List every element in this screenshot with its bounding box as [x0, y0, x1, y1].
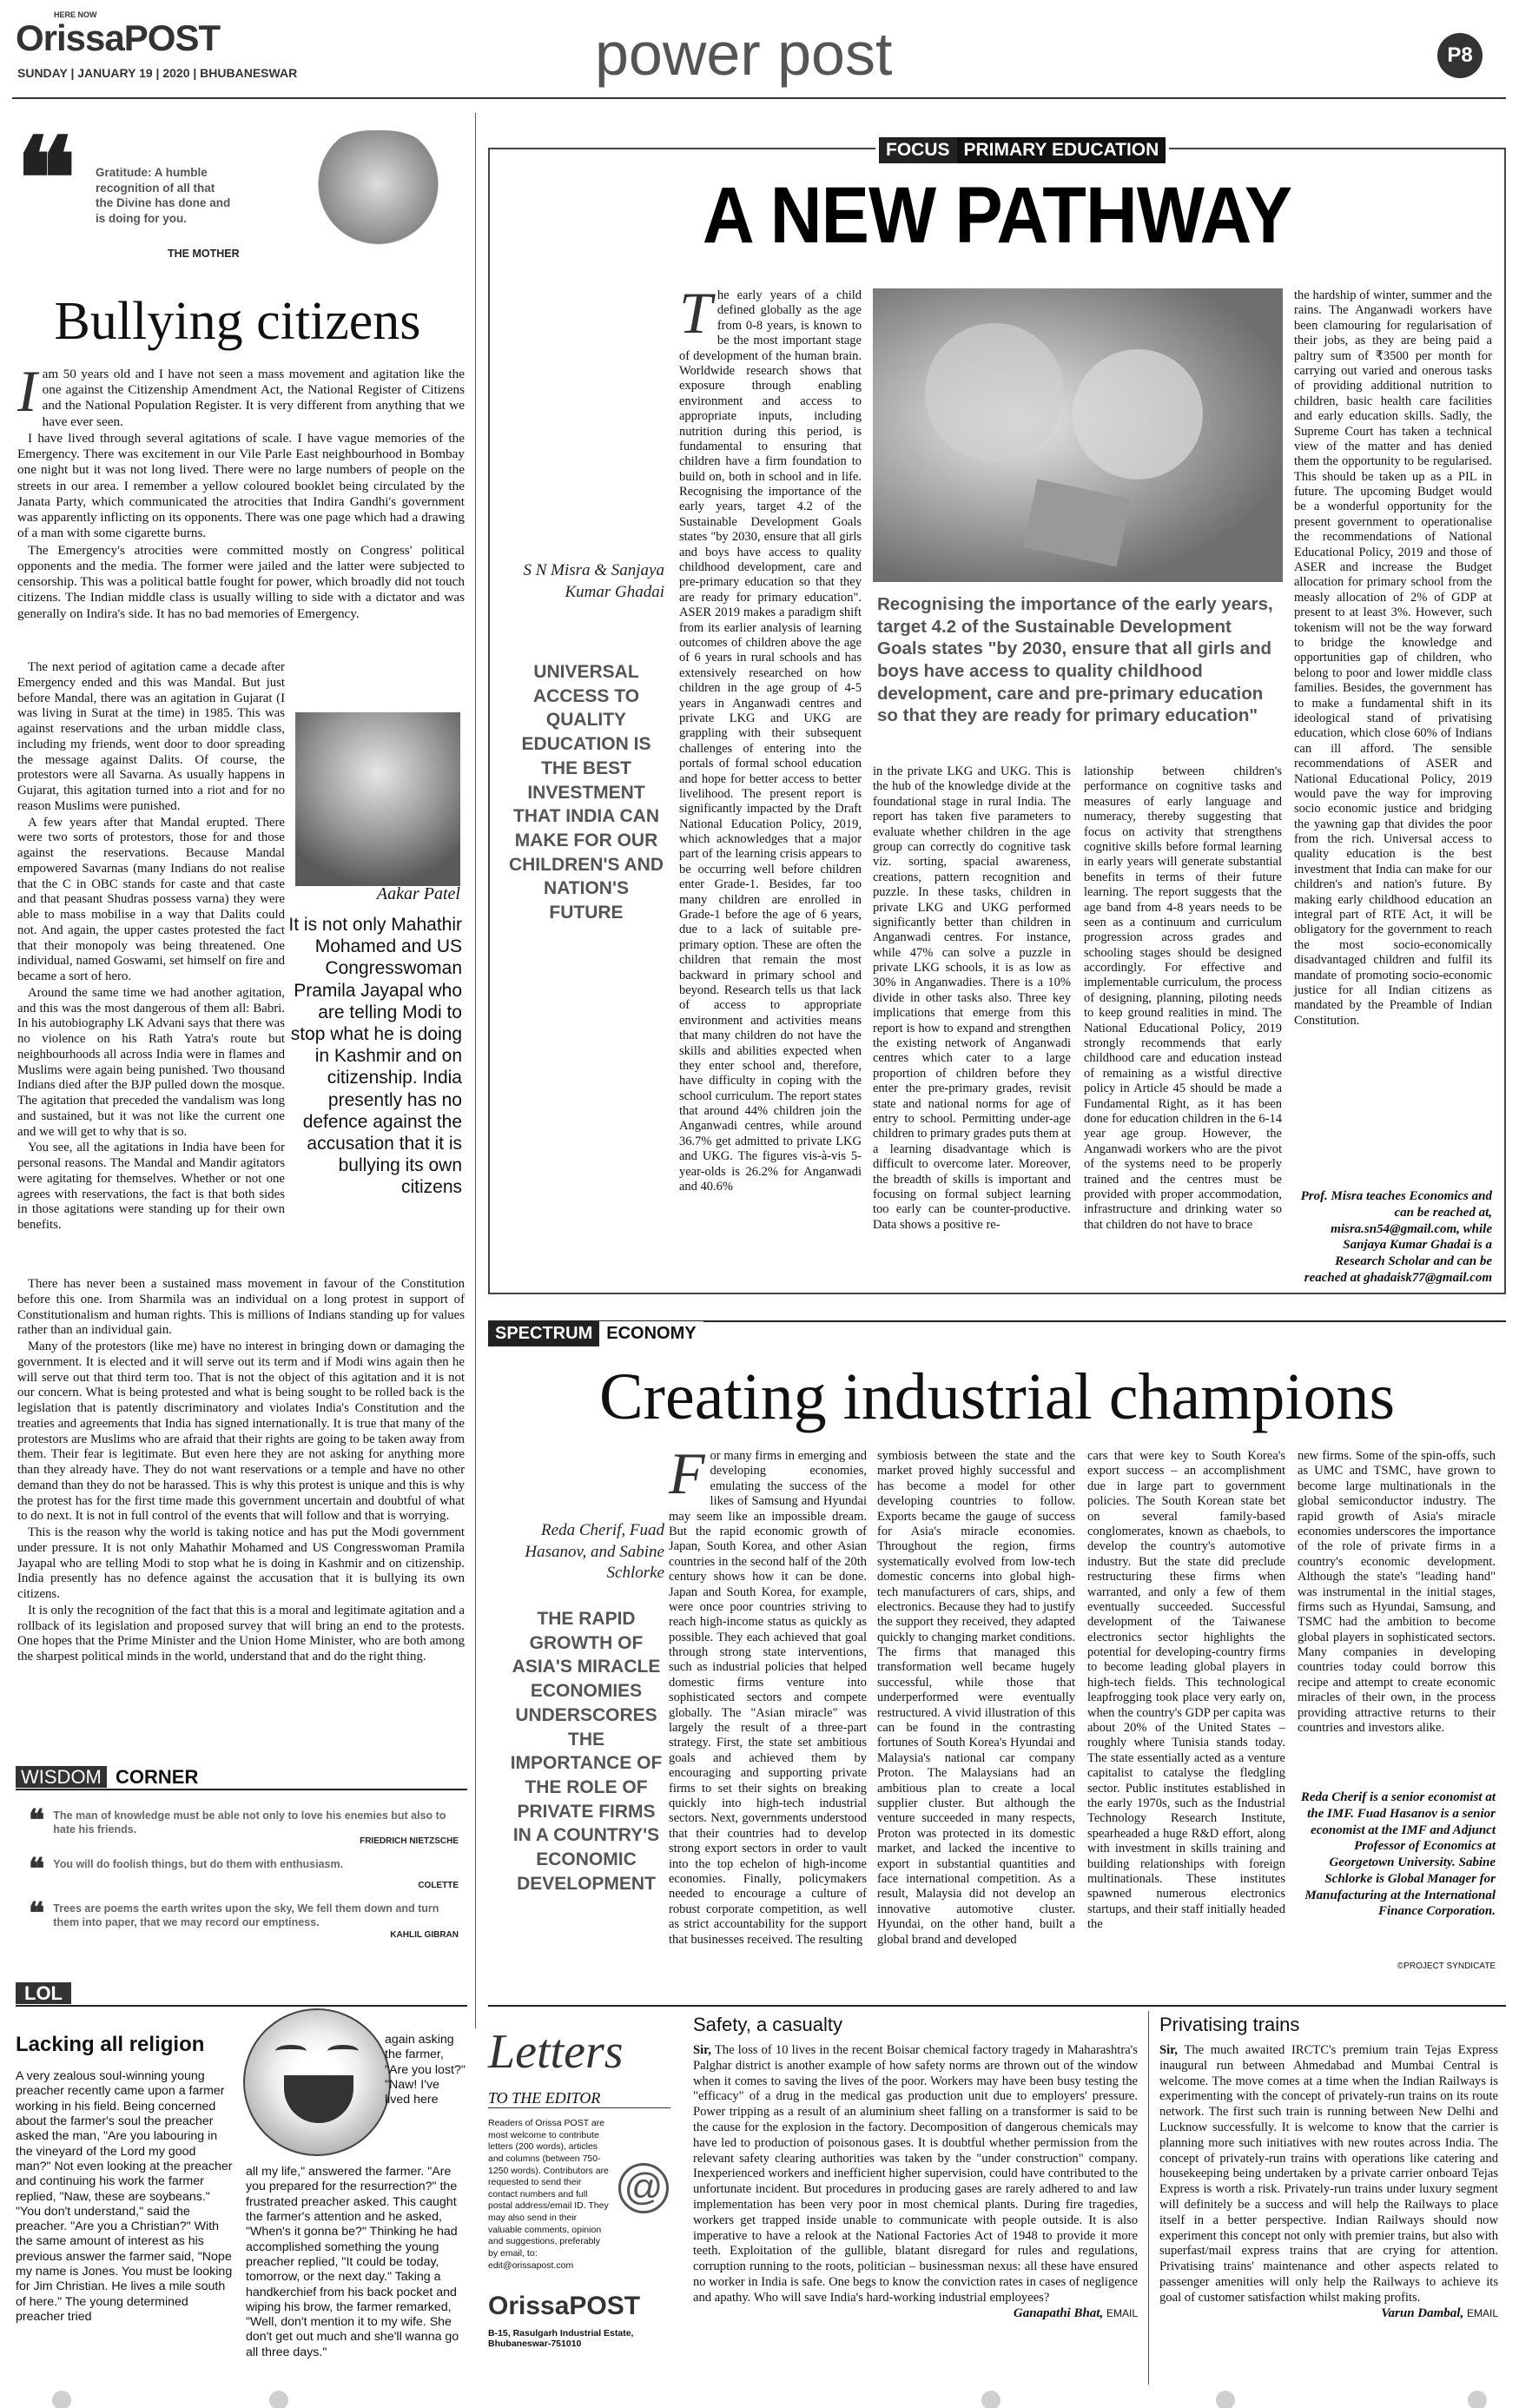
letters-subtitle: TO THE EDITOR: [488, 2089, 670, 2108]
column-paragraph: A few years after that Mandal erupted. There were two sorts of protestors, those for and those against the reservations. Because Mandal empowered Savarnas (many Indians do not realise that the C in OBC stands for caste and that caste and that peasant Shudras possess varna) they were able to mass mobilise in a way that Dalits could not. And again, the upper castes protested the fact that their monopoly was being threatened. One individual, named Goswami, set himself on fire and became a sort of hero.: [17, 815, 285, 983]
wisdom-title-a: WISDOM: [16, 1766, 107, 1788]
letter-lead: Sir,: [693, 2043, 711, 2057]
spectrum-kicker: [488, 1321, 703, 1346]
letter-place: EMAIL: [1106, 2306, 1138, 2319]
letter-item: [1159, 2014, 1498, 2321]
column-body-narrow: [17, 660, 285, 1234]
wisdom-list: [29, 1804, 459, 1940]
spectrum-credit: ©PROJECT SYNDICATE: [1397, 1961, 1496, 1971]
registration-marks: [0, 2391, 1519, 2408]
letter-place: EMAIL: [1466, 2306, 1498, 2319]
column-paragraph: Around the same time we had another agitation, and this was the most dangerous of them all: Babri. In his autobiography LK Advani says that there was no violence on his Rath Yatra's route but neighbourhoods all across India were in flames and Muslims were again being punished. Two thousand Indians died after the BJP pulled down the mosque. The agitation that preceded the vandalism was long and sustained, but it was not like the current one and we will get to why that is so.: [17, 985, 285, 1139]
letter-body: [693, 2043, 1138, 2306]
lol-text-col2b: all my life," answered the farmer. "Are you prepared for the resurrection?" the frustrated preacher asked. This caught the farmer's attention and he asked, "When's it gonna be?" Thinking he had accomplished something the young preacher replied, "It could be today, tomorrow, or the next day." Taking a handkerchief from his back pocket and wiping his brow, the farmer remarked, "Well, don't mention it to my wife. She don't get out much and she'll wanna go all three days.": [246, 2165, 459, 2359]
wisdom-item: [29, 1897, 459, 1940]
wisdom-author: COLETTE: [418, 1881, 459, 1891]
lol-headline: Lacking all religion: [16, 2033, 205, 2056]
dateline: SUNDAY | JANUARY 19 | 2020 | BHUBANESWAR: [17, 66, 298, 80]
column-author: Aakar Patel: [376, 884, 460, 903]
lol-header: [16, 1982, 467, 2007]
at-sign-icon: @: [618, 2163, 669, 2213]
letters-title: Letters: [488, 2025, 624, 2079]
letters-intro: Readers of Orissa POST are most welcome to contribute letters (200 words), articles and columns (between 750-1250 words). Contributors are requested to send their contact numbers and full postal address/email ID. They may also send in their valuable comments, opinion and suggestions, preferably by email, to: edit@orissapost.com: [488, 2118, 609, 2271]
lol-text-col2a: again asking the farmer, "Are you lost?" "Naw! I've lived here: [385, 2033, 466, 2107]
column-paragraph: This is the reason why the world is taking notice and has put the Modi government under pressure. It is not only Mahathir Mohamed and US Congresswoman Pramila Jayapal who are telling Modi to stop what he is doing in Kashmir and on citizenship. India presently has no defence against the accusation that it is bullying its own citizens.: [17, 1525, 465, 1601]
gratitude-quote: Gratitude: A humble recognition of all that the Divine has done and is doing for you.: [96, 166, 231, 225]
letters-top-rule: [488, 2005, 1506, 2007]
letter-body: [1159, 2043, 1498, 2306]
wisdom-author: KAHLIL GIBRAN: [390, 1929, 459, 1940]
spectrum-body-col3: cars that were key to South Korea's export success – an accomplishment due in large part to government policies. The South Korean state bet on several family-based conglomerates, known as chaebols, to develop the country's automotive industry. But the state did preclude restructuring these firms when warranted, and only a few of them eventually succeeded. Successful development of the Taiwanese electronics sector highlights the potential for developing-country firms to become leading global players in high-tech fields. This technological leapfrogging took place very early on, when the country's GDP per capita was about 20% of the United States – roughly where Tunisia stands today. The state essentially acted as a venture capitalist to catalyse the fledgling sector. Public institutes established in the early 1970s, such as the Industrial Technology Research Institute, spearheaded a huge R&D effort, along with investment in skills training and building relationships with foreign multinationals. These institutes spawned numerous electronics startups, and their staff initially headed the: [1087, 1449, 1285, 1932]
column-body-bottom: [17, 1277, 465, 1666]
wisdom-quote: You will do foolish things, but do them with enthusiasm.: [53, 1858, 344, 1871]
spectrum-author-bio: Reda Cherif is a senior economist at the IMF. Fuad Hasanov is a senior economist at the IMF and Adjunct Professor of Economics at Georgetown University. Sabine Schlorke is Global Manager for Manufacturing at the International Finance Corporation.: [1300, 1790, 1496, 1919]
laughing-face-icon: [243, 2008, 391, 2156]
focus-authors: S N Misra & Sanjaya Kumar Ghadai: [523, 561, 664, 601]
letter-signature: Ganapathi Bhat,: [1013, 2305, 1104, 2320]
registration-dot-icon: [1216, 2391, 1235, 2408]
focus-headline: A NEW PATHWAY: [702, 171, 1292, 260]
page-number-badge: P8: [1437, 33, 1483, 78]
wisdom-quote: Trees are poems the earth writes upon the sky, We fell them down and turn them into paper, that we may record our emptiness.: [53, 1902, 439, 1928]
column-headline: Bullying citizens: [54, 292, 421, 351]
column-paragraph: The Emergency's atrocities were committed mostly on Congress' political opponents and the media. The former were jailed and the latter were subjected to censorship. This was a political battle fought for power, which broadly did not touch citizens. The Indian middle class is usually willing to side with a dictator and was generally on Indira's side. It has no bad memories of Emergency.: [17, 542, 465, 621]
spectrum-paragraph: For many firms in emerging and developing economies, emulating the success of the likes of Samsung and Hyundai may seem like an impossible dream. But the rapid economic growth of Japan, South Korea, and other Asian countries in the second half of the 20th century shows how it can be done. Japan and South Korea, for example, were once poor countries striving to reach high-income status as quickly as possible. They each achieved that goal through strong state interventions, such as industrial policies that helped domestic firms venture into sophisticated sectors and compete globally. The "Asian miracle" was largely the result of a three-part strategy. First, the state set ambitious goals and achieved them by encouraging and supporting private firms to set their sights on breaking quickly into high-tech industrial sectors. Next, governments understood that their countries had to develop strong export sectors in order to vault into the top echelon of high-income economies. Finally, policymakers needed to encourage a culture of robust corporate competition, as well as strict accountability for the support that businesses received. The resulting: [669, 1440, 867, 1947]
lol-label: LOL: [16, 1982, 71, 2004]
wisdom-item: [29, 1853, 459, 1891]
author-photo-aakar-patel: [295, 712, 460, 886]
letters-panel: [488, 2015, 684, 2389]
column-paragraph: It is only the recognition of the fact that this is a moral and legitimate agitation and a rollback of its legislation and proposed survey that will bring an end to the protests. One hopes that the Prime Minister and the Union Home Minister, who are both among the sharpest political minds in the world, understand that and do the right thing.: [17, 1603, 465, 1664]
letter-title: Safety, a casualty: [693, 2014, 843, 2035]
section-title: power post: [595, 20, 893, 88]
wisdom-title-b: CORNER: [116, 1766, 199, 1788]
column-paragraph: I have lived through several agitations of scale. I have vague memories of the Emergency. There was excitement in our Vile Parle East neighbourhood in Bombay one night but it was not long lived. There were no large numbers of people on the streets in our area. I remember a yellow coloured booklet being circulated by the Janata Party, which communicated the atrocities that Indira Gandhi's government was apparently inflicting on its opponents. There was one page which had a drawing of a man with some cigarette burns.: [17, 430, 465, 541]
column-paragraph: Many of the protestors (like me) have no interest in bringing down or damaging the government. It is elected and it will serve out its term and if Modi wins again then he will serve out that third term too. That is not the object of this agitation and it is not our concern. What is being protested and what is being sought to be rolled back is the legislation that is patently discriminatory and violates India's Constitution and the treaties and agreements that India has signed internationally. It is true that many of the protestors are Muslims who are afraid that their rights are going to be taken away from them. Their fear is legitimate. But even here they are not asking for anything more than they already have. They do not want reservations or a temple and have no other demand than they do not be harassed. This is why this protest is unique and this is why the protest has for the first time made this government uncertain and doubtful of what to do next. It is not in full control of the events that will follow and that is worrying.: [17, 1340, 465, 1524]
registration-dot-icon: [1468, 2391, 1487, 2408]
column-paragraph: There has never been a sustained mass movement in favour of the Constitution before this one. Irom Sharmila was an individual on a long protest in support of Constitutionalism and human rights. This is millions of Indians standing up for values rather than an individual gain.: [17, 1277, 465, 1338]
wisdom-corner: [16, 1766, 467, 1973]
letters-brand: OrissaPOST: [488, 2292, 641, 2320]
spectrum-kicker-a: SPECTRUM: [488, 1321, 599, 1346]
lol-box: [16, 1982, 467, 2391]
focus-photo-caption: Recognising the importance of the early years, target 4.2 of the Sustainable Development Goals states "by 2030, ensure that all girls and boys have access to quality childhood development, care and pre-primary education so that they are ready for primary education": [877, 594, 1273, 726]
brand-logo: OrissaPOST: [16, 17, 221, 58]
focus-author-bio: Prof. Misra teaches Economics and can be reached at, misra.sn54@gmail.com, while Sanjaya Kumar Ghadai is a Research Scholar and can be reached at ghadaisk77@gmail.com: [1300, 1189, 1492, 1285]
column-body-top: [17, 358, 465, 623]
masthead: [0, 0, 1519, 103]
focus-kicker-a: FOCUS: [879, 137, 957, 163]
the-mother-photo: [307, 130, 450, 265]
quote-icon: ❝: [29, 1804, 45, 1837]
column-divider: [475, 113, 476, 2028]
registration-dot-icon: [981, 2391, 1001, 2408]
quote-marks-icon: ❝: [16, 118, 76, 243]
focus-kicker-b: PRIMARY EDUCATION: [957, 137, 1166, 163]
focus-body-col1: [679, 280, 862, 1195]
column-paragraph: You see, all the agitations in India have been for personal reasons. The Mandal and Mandir agitators were agitating for themselves. Whether or not one agrees with reservations, the fact is that both sides in those agitations were standing up for their own benefits.: [17, 1141, 285, 1232]
masthead-rule: [12, 97, 1506, 99]
registration-dot-icon: [269, 2391, 288, 2408]
letter-item: [693, 2014, 1138, 2321]
spectrum-kicker-b: ECONOMY: [599, 1321, 703, 1346]
focus-body-col3: lationship between children's performance on cognitive tasks and measures of early language and numeracy, thereby suggesting that focus on activity that strengthens cognitive skills before formal learning in early years will generate substantial benefits in terms of their future learning. The report suggests that the age band from 4-8 years needs to be seen as a continuum and curriculum progression across grades and schooling stages should be designed accordingly. For effective and implementable curriculum, the process of designing, planning, piloting needs to keep ground realities in mind. The National Educational Policy, 2019 strongly recommends that early childhood care and education instead of remaining as a wistful directive policy in Article 45 should be made a Fundamental Right, as it has been done for education children in the 6-14 year age group. However, the Anganwadi workers who are the pivot of the systems need to be properly trained and the centres must be provided with proper accommodation, infrastructure and drinking water so that children do not have to brace: [1084, 764, 1282, 1232]
focus-kicker: [875, 137, 1169, 163]
column-paragraph: The next period of agitation came a decade after Emergency ended and this was Mandal. But just before Mandal, there was an agitation in Gujarat (I was living in Surat at the time) in 1985. This was against reservations and the urban middle class, including my friends, went door to door spreading the message against Dalits. Of course, the protestors were all Savarna. As usually happens in Gujarat, this agitation turned into a riot and for no reason Muslims were punished.: [17, 660, 285, 813]
letter-body-text: The much awaited IRCTC's premium train Tejas Express inaugural run between Ahmedabad and Mumbai Central is welcome. The move comes at a time when the Indian Railways is experimenting with the concept of privately-run trains on its route network. The first such train is running between New Delhi and Lucknow successfully. It is welcome to know that the carrier is planning more such initiatives with new routes across India. The concept of privately-run trains with operations like catering and housekeeping being undertaken by a private carrier onboard Tejas Express is worth a risk. Privately-run trains under luxury segment will definitely be a success and will help the Railways to place itself in a better perspective. Indian Railways should now experiment this concept not only with premier trains, but also with superfast/mail express trains that are crying for attention. Privatising trains' maintenance and other aspects related to passenger amenities will only help the Railways to achieve its goal of customer satisfaction whilst making profits.: [1159, 2043, 1498, 2305]
spectrum-body-col1: [669, 1440, 867, 1948]
focus-paragraph: The early years of a child defined globally as the age from 0-8 years, is known to be the most important stage of development of the human brain. Worldwide research shows that exposure through enabling environment and access to appropriate inputs, including nutrition during this period, is fundamental to ensuring that children have a firm foundation to build on, both in school and in life. Recognising the importance of the early years, target 4.2 of the Sustainable Development Goals states "by 2030, ensure that all girls and boys have access to quality childhood development, care and pre-primary education so that they are ready for primary education". ASER 2019 makes a paradigm shift from its earlier analysis of learning outcomes of children above the age of 6 years in rural schools and has extensively researched on how children in the age group of 4-5 years in Anganwadi centres and private LKG and UKG are grappling with their subsequent challenges of entering into the portals of formal school education and hope for better access to better livelihood. The present report is significantly impacted by the Draft National Education Policy, 2019, which acknowledges that a major part of the learning crisis appears to be occurring well before children enter Grade-1. Besides, far too many children are enrolled in Grade-1 before the age of 6 years, due to a lack of suitable pre-primary option. These are often the children that remain the most backward in primary school and beyond. Research tells us that lack of access to appropriate environment and activities means that many children do not have the skills and abilities expected when they enter school and, therefore, have difficulty in coping with the school curriculum. The report states that around 44% children join the Anganwadi centres, while around 36.7% get admitted to private LKG and UKG. The figures vis-à-vis 5-year-olds is 26.2% for Anganwadi and 40.6%: [679, 280, 862, 1194]
wisdom-item: [29, 1804, 459, 1847]
focus-side-pullquote: UNIVERSAL ACCESS TO QUALITY EDUCATION IS THE BEST INVESTMENT THAT INDIA CAN MAKE FOR OUR CHILDREN'S AND NATION'S FUTURE: [508, 662, 664, 923]
letters-divider: [1148, 2011, 1149, 2385]
quote-icon: ❝: [29, 1853, 45, 1887]
gratitude-box: [16, 118, 467, 282]
spectrum-headline: Creating industrial champions: [598, 1360, 1396, 1433]
wisdom-author: FRIEDRICH NIETZSCHE: [360, 1836, 459, 1847]
brand-small: HERE NOW: [54, 10, 97, 19]
focus-body-col2: in the private LKG and UKG. This is the hub of the knowledge divide at the foundational stage in rural India. The report has taken five parameters to evaluate whether children in the age group can correctly do cognitive task viz. sorting, spacial awareness, creations, pattern recognition and puzzle. In these tasks, children in private LKG and UKG performed significantly better than children in Anganwadi centres. For instance, while 47% can solve a puzzle in private LKG schools, it is as low as 30% in Anganwadies. There is a 10% divide in other tasks also. Three key implications that emerge from this report is how to expand and strengthen the existing network of Anganwadi centres which cater to a large proportion of children before they enter the pre-primary grades, revisit state and national norms for age of entry to school. Permitting under-age children to primary grades puts them at a learning disadvantage which is difficult to overcome later. Moreover, the breadth of skills is important and focusing on formal subject learning too early can be counter-productive. Data shows a positive re-: [873, 764, 1071, 1232]
spectrum-side-pullquote: THE RAPID GROWTH OF ASIA'S MIRACLE ECONOMIES UNDERSCORES THE IMPORTANCE OF THE ROLE OF PRIVATE FIRMS IN A COUNTRY'S ECONOMIC DEVELOPMENT: [510, 1609, 663, 1894]
letter-body-text: The loss of 10 lives in the recent Boisar chemical factory tragedy in Maharashtra's Palghar district is another example of how safety norms are thrown out of the window when it comes to saving the lives of the poor. Workers may have been busy testing the "efficacy" of a drug in the medical gas production unit due to employers' pressure. Power tripping as a result of an aluminium sheet falling on a transformer is said to be the cause for the explosion in the factory. Decomposition of dangerous chemicals may have led to production of poisonous gases. It is doubtful whether permission from the relevant safety clearing authorities was taken by the "under construction" company. Inexperienced workers and inefficient higher supervision, could have contributed to the unfortunate incident. But procedures in producing gases are rarely adhered to and law implementation has been very poor in most chemical plants. During fire tragedies, workers get trapped inside unable to communicate with people outside. It is also imperative to have a relook at the National Factories Act of 1948 to provide it more teeth. Exploitation of the gullible, blatant disregard for rules and regulations, corruption running to the roots, politician – businessman nexus: all these have ensured no worker in India is safe. One begs to know the conviction rates in cases of negligence and apathy. Who will save India's hard-working industrial employees?: [693, 2043, 1138, 2305]
spectrum-body-col4: new firms. Some of the spin-offs, such as UMC and TSMC, have grown to become large multinationals in the global semiconductor industry. The rapid growth of Asia's miracle economies underscores the importance of the role of private firms in a country's economic development. Although the state's "leading hand" was instrumental in the initial stages, firms such as Hyundai, Samsung, and TSMC had the ambition to become global players in sophisticated sectors. Many companies in developing countries today could borrow this recipe and attempt to create economic miracles of their own, in the process providing attractive returns to their countries and investors alike.: [1298, 1449, 1496, 1736]
letter-title: Privatising trains: [1159, 2014, 1300, 2035]
spectrum-authors: Reda Cherif, Fuad Hasanov, and Sabine Schlorke: [525, 1521, 664, 1583]
spectrum-body-col2: symbiosis between the state and the market proved highly successful and has become a model for other developing countries to follow. Exports became the gauge of success for Asia's miracle economies. Throughout the region, firms systematically evolved from low-tech domestic concerns into global high-tech manufacturers of cars, ships, and electronics. Because they had to justify the support they received, they adapted quickly to changing market conditions. The firms that managed this transformation well became hugely successful, while those that underperformed were eventually restructured. A vivid illustration of this can be found in the contrasting fortunes of South Korea's Hyundai and Malaysia's national car company Proton. The Malaysians had an ambitious plan to create a local supplier cluster. But although the venture succeeded in many respects, Proton was protected in its domestic market, and lacked the incentive to export in substantial quantities and face international competition. As a result, Malaysia did not develop an innovative automotive cluster. Hyundai, on the other hand, built a global brand and developed: [877, 1449, 1075, 1947]
quote-icon: ❝: [29, 1897, 45, 1931]
focus-body-col4: the hardship of winter, summer and the rains. The Anganwadi workers have been clamouring for regularisation of their jobs, as they are being paid a paltry sum of ₹3500 per month for carrying out varied and onerous tasks of providing additional nutrition to children, basic health care facilities and early education skills. Sadly, the Supreme Court has taken a technical view of the matter and has denied them the opportunity to be regularised. This should be taken up as a PIL in future. The upcoming Budget would be a wonderful opportunity for the present government to operationalise the recommendations of National Educational Policy, 2019 and those of ASER and increase the Budget allocation for primary school from the measly allocation of 2% of GDP at present to at least 3%. However, such tokenism will not be the way forward to bridge the knowledge and opportunities gap of children, who belong to poor and lower middle class families. Besides, the government has to make a fundamental shift in its ideological stand of privatising education, which close 60% of Indians can ill afford. The sensible recommendations of ASER and National Educational Policy, 2019 would pave the way for improving socio economic justice and bridging the yawning gap that divides the poor from the rich. Universal access to quality education is the best investment that India can make for our children's and nation's future. By making early childhood education an integral part of RTE Act, it will be obligatory for the government to reach the most socio-economically disadvantaged children and fulfil its mandate of promoting socio-economic justice for all Indian citizens as mandated by the Preamble of Indian Constitution.: [1294, 288, 1492, 1028]
gratitude-author: THE MOTHER: [168, 248, 240, 260]
wisdom-title: [16, 1766, 467, 1790]
wisdom-quote: The man of knowledge must be able not only to love his enemies but also to hate his friends.: [53, 1809, 446, 1836]
lol-text-col1: A very zealous soul-winning young preacher recently came upon a farmer working in his field. Being concerned about the farmer's soul the preacher asked the man, "Are you labouring in the vineyard of the Lord my good man?" Not even looking at the preacher and continuing his work the farmer replied, "Naw, these are soybeans." "You don't understand," said the preacher. "Are you a Christian?" With the same amount of interest as his previous answer the farmer said, "Nope my name is Jones. You must be looking for Jim Christian. He lives a mile south of here." The young determined preacher tried: [16, 2069, 233, 2324]
letter-lead: Sir,: [1159, 2043, 1178, 2057]
letter-signature: Varun Dambal,: [1381, 2305, 1464, 2320]
letters-address: B-15, Rasulgarh Industrial Estate, Bhubaneswar-751010: [488, 2328, 634, 2349]
column-paragraph: Iam 50 years old and I have not seen a mass movement and agitation like the one against the Citizenship Amendment Act, the National Register of Citizens and the National Population Register. It is very different from anything that we have ever seen.: [17, 358, 465, 429]
registration-dot-icon: [52, 2391, 71, 2408]
children-photo: [873, 288, 1283, 582]
column-pullquote: It is not only Mahathir Mohamed and US Congresswoman Pramila Jayapal who are telling Modi to stop what he is doing in Kashmir and on citizenship. India presently has no defence against the accusation that it is bullying its own citizens: [288, 915, 462, 1198]
